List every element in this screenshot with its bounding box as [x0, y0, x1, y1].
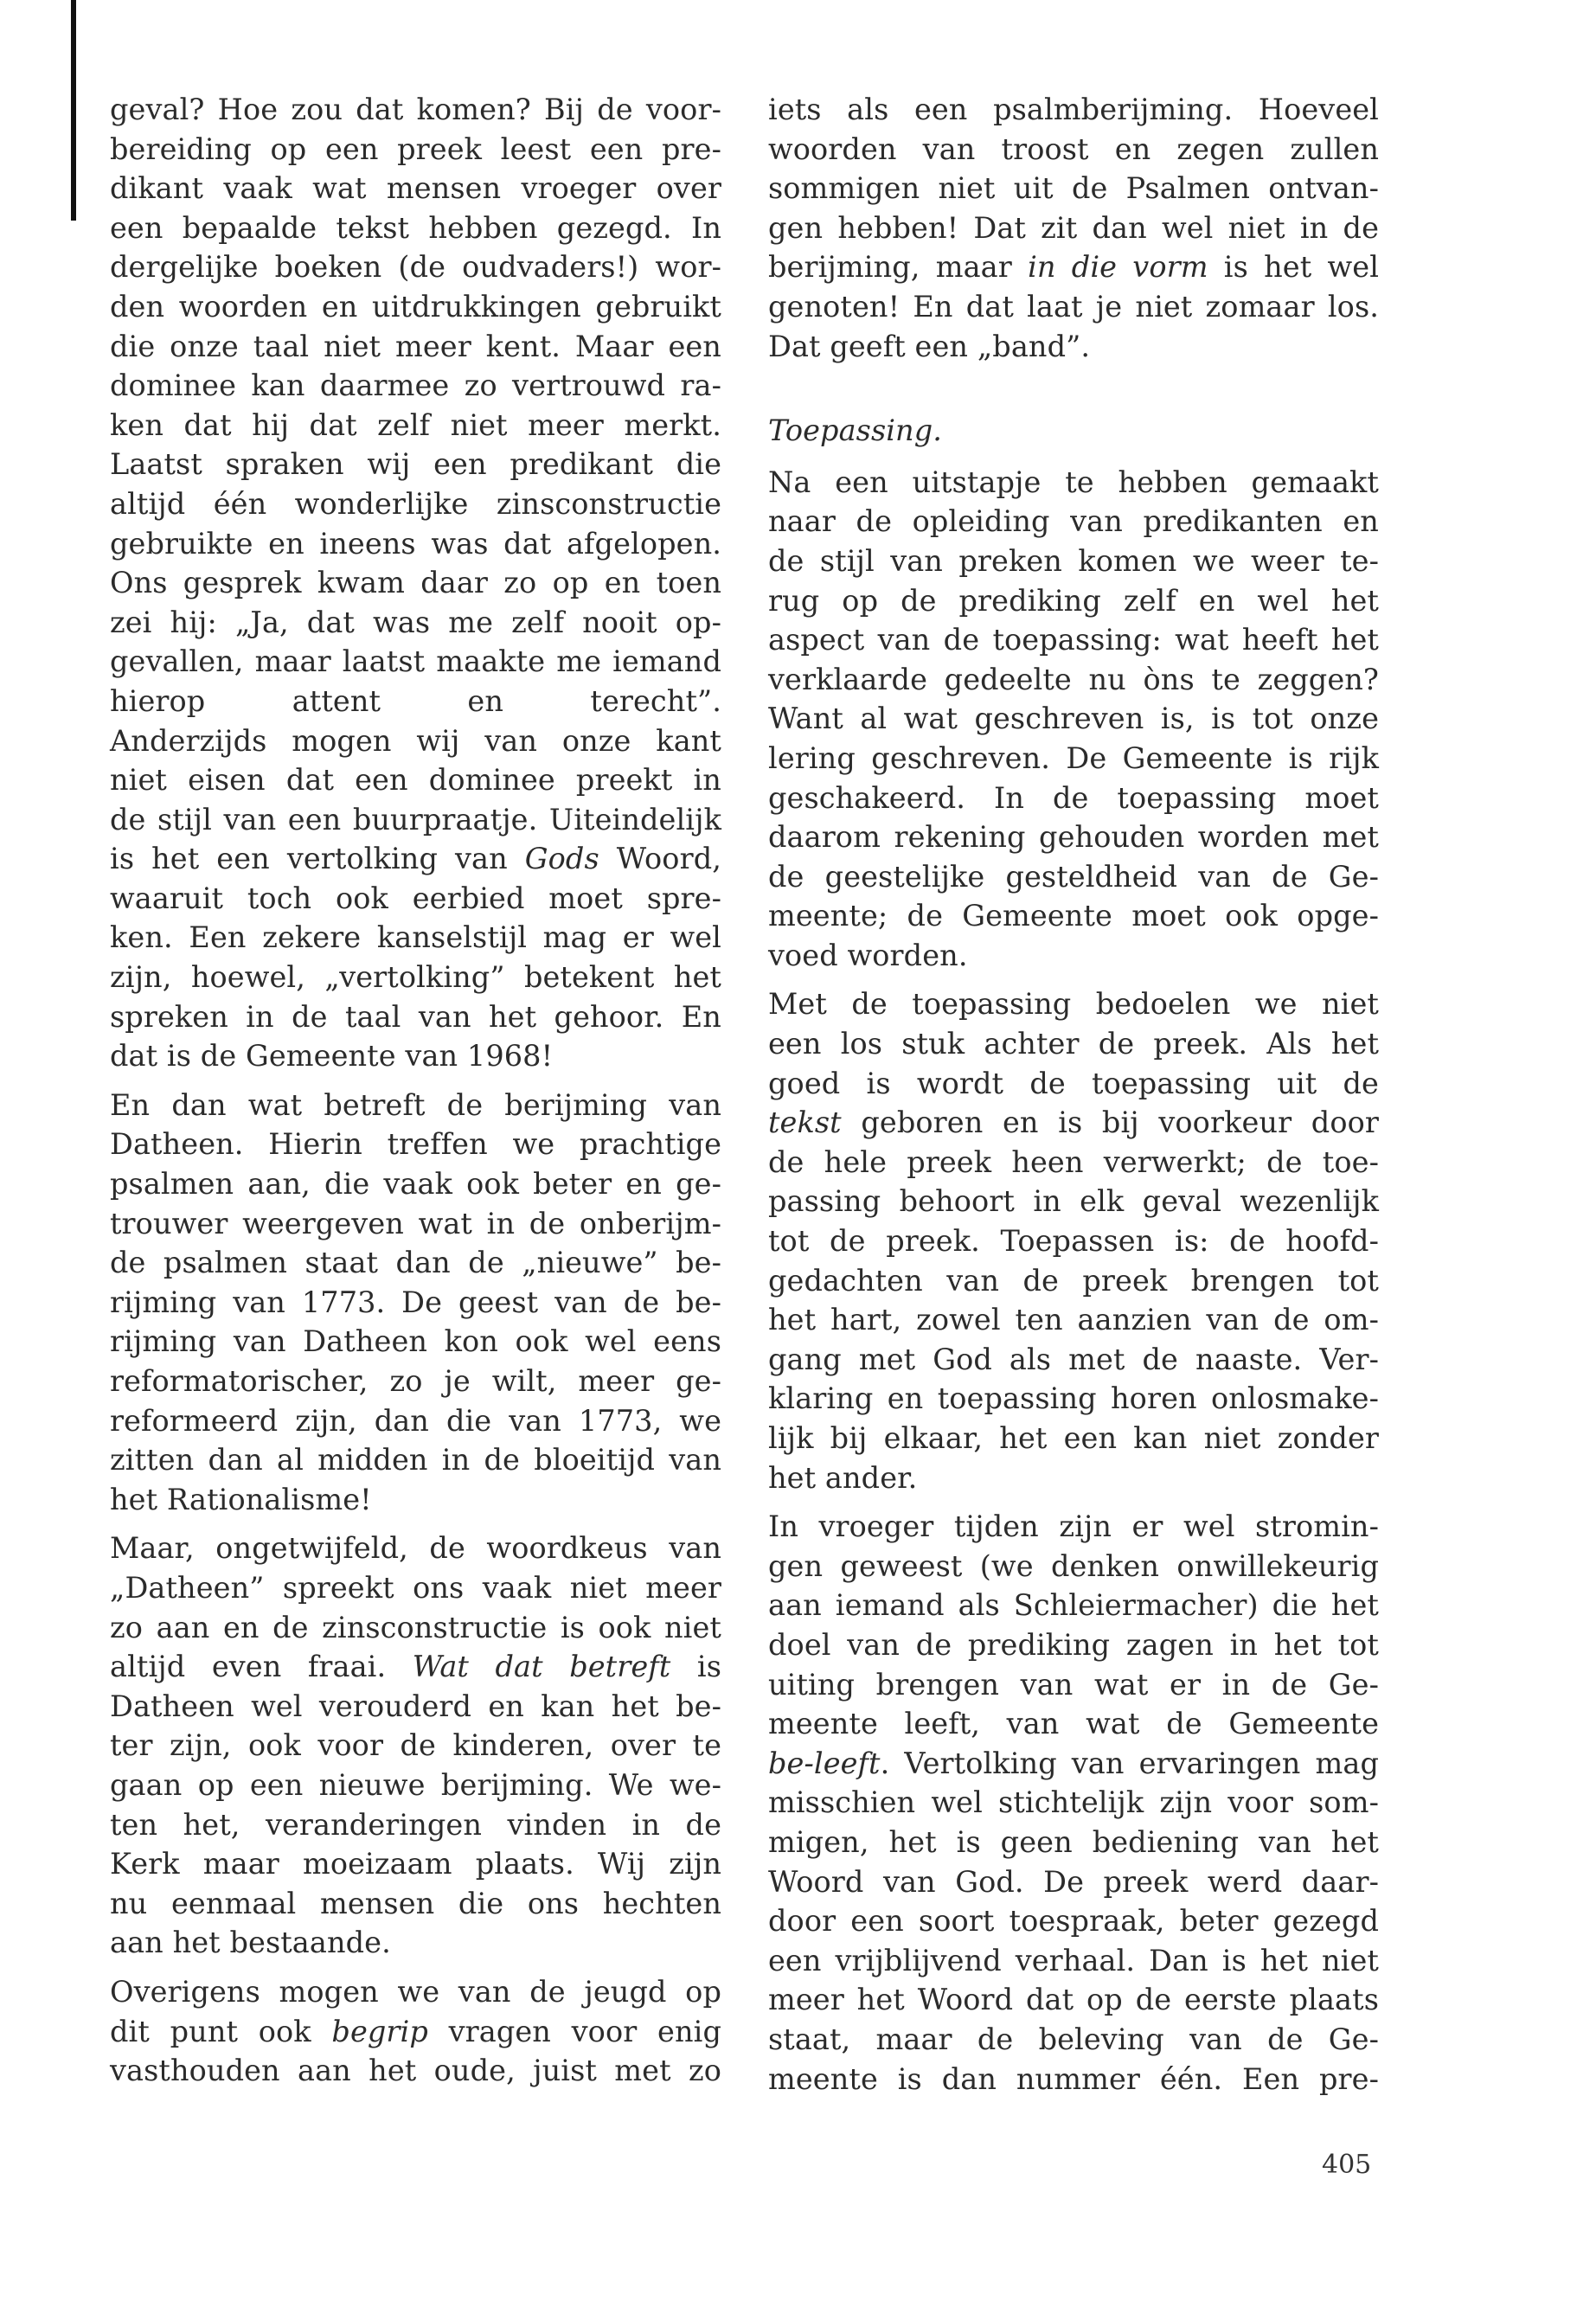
text-run: een los stuk achter de preek. Als het: [768, 1027, 1379, 1061]
text-run: Want al wat geschreven is, is tot onze: [768, 702, 1379, 736]
text-run: iets als een psalmberijming. Hoeveel: [768, 93, 1379, 126]
text-run: ten het, veranderingen vinden in de: [110, 1807, 721, 1842]
text-run: gen geweest (we denken onwillekeurig: [768, 1548, 1379, 1583]
text-run: staat, maar de beleving van de Ge-: [768, 2022, 1379, 2056]
text-run: de psalmen staat dan de „nieuwe” be-: [110, 1246, 721, 1280]
text-run: passing behoort in elk geval wezenlijk: [768, 1184, 1379, 1219]
text-run: de stijl van een buurpraatje. Uiteindelijk: [110, 802, 721, 836]
text-run: vasthouden aan het oude, juist met zo: [110, 2054, 721, 2088]
text-run: genoten! En dat laat je niet zomaar los.: [768, 289, 1379, 324]
text-run: verklaarde gedeelte nu òns te zeggen?: [768, 662, 1379, 696]
text-line: [768, 1704, 1379, 1744]
text-run: . Vertolking van ervaringen mag: [880, 1746, 1379, 1780]
text-run: Maar, ongetwijfeld, de woordkeus van: [110, 1531, 721, 1566]
paragraph: [110, 1529, 721, 1963]
text-line: [768, 1261, 1379, 1301]
text-line: [768, 1586, 1379, 1625]
text-run: tot de preek. Toepassen is: de hoofd-: [768, 1224, 1379, 1259]
text-line: [110, 997, 721, 1037]
text-run: Dat geeft een „band”.: [768, 329, 1091, 363]
text-line: [768, 1980, 1379, 2020]
text-line: [110, 169, 721, 208]
text-run: gedachten van de preek brengen tot: [768, 1263, 1379, 1298]
text-run: psalmen aan, die vaak ook beter en ge-: [110, 1167, 721, 1202]
text-run: doel van de prediking zagen in het tot: [768, 1627, 1379, 1662]
text-line: [110, 1125, 721, 1164]
text-run: zitten dan al midden in de bloeitijd van: [110, 1443, 721, 1477]
text-line: [768, 1744, 1379, 1784]
text-run: klaring en toepassing horen onlosmake-: [768, 1381, 1379, 1416]
text-run: misschien wel stichtelijk zijn voor som-: [768, 1785, 1379, 1820]
text-line: [768, 542, 1379, 581]
italic-text: tekst: [768, 1106, 842, 1140]
text-run: de stijl van preken komen we weer te-: [768, 543, 1379, 578]
text-run: is: [670, 1650, 721, 1684]
text-run: ken dat hij dat zelf niet meer merkt.: [110, 407, 721, 442]
text-line: [110, 1687, 721, 1727]
text-run: Anderzijds mogen wij van onze kant: [110, 723, 721, 758]
text-line: [768, 287, 1379, 327]
text-line: [110, 1972, 721, 2012]
text-run: nu eenmaal mensen die ons hechten: [110, 1886, 721, 1920]
text-run: zijn, hoewel, „vertolking” betekent het: [110, 960, 721, 995]
text-line: [110, 682, 721, 721]
text-run: In vroeger tijden zijn er wel stromin-: [768, 1509, 1379, 1544]
text-line: [110, 1608, 721, 1648]
text-line: [110, 1243, 721, 1283]
text-run: Kerk maar moeizaam plaats. Wij zijn: [110, 1847, 721, 1881]
text-line: [110, 524, 721, 564]
text-run: Datheen wel verouderd en kan het be-: [110, 1689, 721, 1723]
text-line: [110, 563, 721, 603]
text-run: gebruikte en ineens was dat afgelopen.: [110, 526, 721, 561]
text-line: [110, 839, 721, 879]
text-line: [110, 760, 721, 800]
text-run: dit punt ook: [110, 2014, 332, 2048]
text-line: [768, 857, 1379, 897]
text-run: Overigens mogen we van de jeugd op: [110, 1974, 721, 2009]
text-line: [768, 463, 1379, 503]
text-line: [768, 1419, 1379, 1458]
text-line: [768, 1300, 1379, 1340]
text-line: [768, 327, 1379, 367]
text-run: rijming van Datheen kon ook wel eens: [110, 1324, 721, 1359]
section-heading: Toepassing.: [768, 413, 943, 448]
italic-text: begrip: [331, 2014, 428, 2048]
text-line: [110, 1322, 721, 1362]
text-run: niet eisen dat een dominee preekt in: [110, 763, 721, 798]
text-run: het ander.: [768, 1460, 918, 1495]
text-line: [110, 208, 721, 248]
text-line: [768, 1103, 1379, 1143]
text-line: [110, 800, 721, 840]
text-run: die onze taal niet meer kent. Maar een: [110, 329, 721, 363]
text-run: gaan op een nieuwe berijming. We we-: [110, 1767, 721, 1802]
text-run: gang met God als met de naaste. Ver-: [768, 1342, 1379, 1376]
text-line: [110, 90, 721, 130]
text-line: [110, 958, 721, 997]
text-run: bereiding op een preek leest een pre-: [110, 131, 721, 166]
text-line: [110, 1923, 721, 1963]
text-line: [110, 721, 721, 761]
text-run: is het wel: [1208, 250, 1380, 285]
text-line: [110, 2012, 721, 2052]
text-run: trouwer weergeven wat in de onberijm-: [110, 1206, 721, 1240]
text-line: [768, 1221, 1379, 1261]
text-run: rijming van 1773. De geest van de be-: [110, 1285, 721, 1319]
text-line: [110, 1805, 721, 1845]
italic-text: Gods: [524, 842, 599, 876]
text-run: zei hij: „Ja, dat was me zelf nooit op-: [110, 605, 721, 639]
text-line: [110, 603, 721, 643]
text-run: Laatst spraken wij een predikant die: [110, 447, 721, 482]
text-run: uiting brengen van wat er in de Ge-: [768, 1667, 1379, 1702]
text-line: [768, 660, 1379, 700]
text-line: [110, 1726, 721, 1766]
text-run: den woorden en uitdrukkingen gebruikt: [110, 289, 721, 324]
margin-rule: [71, 0, 76, 221]
text-run: Woord van God. De preek werd daar-: [768, 1864, 1379, 1899]
page-number: 405: [1322, 2150, 1372, 2180]
text-run: dergelijke boeken (de oudvaders!) wor-: [110, 250, 721, 285]
text-run: Met de toepassing bedoelen we niet: [768, 987, 1379, 1022]
text-line: [768, 581, 1379, 621]
text-run: is het een vertolking van: [110, 842, 525, 876]
text-run: naar de opleiding van predikanten en: [768, 504, 1379, 539]
italic-text: in die vorm: [1028, 250, 1208, 285]
text-run: de geestelijke gesteldheid van de Ge-: [768, 859, 1379, 894]
text-run: rug op de prediking zelf en wel het: [768, 583, 1379, 618]
text-line: [768, 1862, 1379, 1902]
text-run: aspect van de toepassing: wat heeft het: [768, 623, 1379, 657]
text-line: [768, 502, 1379, 542]
text-line: [768, 739, 1379, 779]
text-line: [110, 1766, 721, 1805]
text-run: voed worden.: [768, 938, 968, 972]
text-line: [768, 779, 1379, 818]
text-line: [110, 918, 721, 958]
paragraph: [110, 1972, 721, 2091]
text-line: [110, 642, 721, 682]
text-line: [110, 1362, 721, 1401]
paragraph: [768, 90, 1379, 366]
text-line: [768, 1547, 1379, 1586]
text-run: altijd even fraai.: [110, 1650, 413, 1684]
text-run: de hele preek heen verwerkt; de toe-: [768, 1144, 1379, 1179]
text-run: het Rationalisme!: [110, 1482, 372, 1516]
text-line: [110, 1480, 721, 1520]
text-run: door een soort toespraak, beter gezegd: [768, 1904, 1379, 1939]
text-line: [110, 1204, 721, 1244]
text-line: [110, 287, 721, 327]
text-run: meente is dan nummer één. Een pre-: [768, 2061, 1379, 2096]
text-line: [768, 90, 1379, 130]
text-run: migen, het is geen bediening van het: [768, 1824, 1379, 1859]
text-line: [110, 1568, 721, 1608]
text-line: [768, 1625, 1379, 1665]
text-run: woorden van troost en zegen zullen: [768, 131, 1379, 166]
text-line: [110, 130, 721, 170]
text-line: [768, 247, 1379, 287]
text-run: meente leeft, van wat de Gemeente: [768, 1707, 1379, 1741]
text-run: dominee kan daarmee zo vertrouwd ra-: [110, 369, 721, 403]
text-line: [768, 1901, 1379, 1941]
right-column: [768, 90, 1379, 2108]
text-line: [768, 2060, 1379, 2099]
text-line: [110, 247, 721, 287]
text-run: reformeerd zijn, dan die van 1773, we: [110, 1403, 721, 1438]
text-run: geval? Hoe zou dat komen? Bij de voor-: [110, 93, 721, 126]
text-line: [110, 1529, 721, 1568]
text-line: [110, 445, 721, 484]
text-line: [768, 169, 1379, 208]
text-run: dat is de Gemeente van 1968!: [110, 1039, 554, 1074]
text-run: een bepaalde tekst hebben gezegd. In: [110, 210, 721, 245]
text-line: [768, 1143, 1379, 1183]
text-run: ken. Een zekere kanselstijl mag er wel: [110, 920, 721, 955]
text-line: [110, 366, 721, 406]
text-run: altijd één wonderlijke zinsconstructie: [110, 486, 721, 521]
text-run: gen hebben! Dat zit dan wel niet in de: [768, 210, 1379, 245]
text-run: Ons gesprek kwam daar zo op en toen: [110, 566, 721, 600]
italic-text: Wat dat betreft: [412, 1650, 671, 1684]
text-line: [768, 1941, 1379, 1981]
text-line: [110, 1086, 721, 1125]
text-line: [768, 1665, 1379, 1705]
text-run: geschakeerd. In de toepassing moet: [768, 780, 1379, 815]
text-run: meer het Woord dat op de eerste plaats: [768, 1983, 1379, 2017]
italic-text: be-leeft: [768, 1746, 881, 1780]
paragraph: [768, 463, 1379, 976]
text-line: [110, 1283, 721, 1323]
text-run: spreken in de taal van het gehoor. En: [110, 999, 721, 1034]
text-run: En dan wat betreft de berijming van: [110, 1087, 721, 1122]
text-run: reformatorischer, zo je wilt, meer ge-: [110, 1364, 721, 1398]
text-line: [110, 1164, 721, 1204]
text-run: „Datheen” spreekt ons vaak niet meer: [110, 1570, 721, 1605]
text-run: sommigen niet uit de Psalmen ontvan-: [768, 171, 1379, 206]
text-run: zo aan en de zinsconstructie is ook niet: [110, 1610, 721, 1644]
text-run: hierop attent en terecht”.: [110, 683, 721, 718]
text-line: [768, 1507, 1379, 1547]
text-line: [768, 936, 1379, 976]
text-line: [768, 1379, 1379, 1419]
text-run: daarom rekening gehouden worden met: [768, 820, 1379, 855]
text-line: [768, 1458, 1379, 1498]
text-line: [110, 1647, 721, 1687]
paragraph: [768, 984, 1379, 1497]
text-line: [110, 406, 721, 445]
text-run: geboren en is bij voorkeur door: [841, 1106, 1379, 1140]
text-line: [110, 879, 721, 919]
text-line: [110, 1401, 721, 1441]
text-line: [768, 984, 1379, 1024]
text-line: [110, 1844, 721, 1884]
text-line: [768, 1823, 1379, 1862]
text-line: [768, 1182, 1379, 1221]
text-run: aan het bestaande.: [110, 1926, 391, 1960]
text-run: waaruit toch ook eerbied moet spre-: [110, 881, 721, 915]
text-run: goed is wordt de toepassing uit de: [768, 1066, 1379, 1100]
text-run: lijk bij elkaar, het een kan niet zonder: [768, 1421, 1379, 1455]
text-line: [768, 896, 1379, 936]
text-run: berijming, maar: [768, 250, 1029, 285]
text-run: ter zijn, ook voor de kinderen, over te: [110, 1728, 721, 1763]
text-line: [110, 327, 721, 367]
text-line: [768, 2020, 1379, 2060]
paragraph: [110, 1086, 721, 1520]
text-line: [110, 2051, 721, 2091]
text-line: [768, 1783, 1379, 1823]
text-run: meente; de Gemeente moet ook opge-: [768, 899, 1379, 933]
text-line: [768, 208, 1379, 248]
text-run: vragen voor enig: [427, 2014, 721, 2048]
text-run: het hart, zowel ten aanzien van de om-: [768, 1303, 1379, 1337]
text-line: [110, 484, 721, 524]
text-run: Datheen. Hierin treffen we prachtige: [110, 1127, 721, 1162]
text-run: aan iemand als Schleiermacher) die het: [768, 1588, 1379, 1623]
text-line: [768, 1064, 1379, 1104]
text-run: Na een uitstapje te hebben gemaakt: [768, 465, 1379, 499]
text-line: [768, 1024, 1379, 1064]
left-column: [110, 90, 721, 2100]
text-line: [110, 1036, 721, 1076]
text-line: [768, 1340, 1379, 1380]
text-run: een vrijblijvend verhaal. Dan is het niet: [768, 1943, 1379, 1977]
text-run: lering geschreven. De Gemeente is rijk: [768, 740, 1379, 775]
text-run: gevallen, maar laatst maakte me iemand: [110, 644, 721, 679]
text-run: dikant vaak wat mensen vroeger over: [110, 171, 721, 206]
text-line: [110, 1884, 721, 1924]
text-line: [768, 130, 1379, 170]
text-line: [768, 817, 1379, 857]
text-line: [768, 699, 1379, 739]
paragraph: [110, 90, 721, 1076]
text-line: [110, 1440, 721, 1480]
text-run: Woord,: [599, 842, 721, 876]
text-line: [768, 620, 1379, 660]
paragraph: [768, 1507, 1379, 2099]
